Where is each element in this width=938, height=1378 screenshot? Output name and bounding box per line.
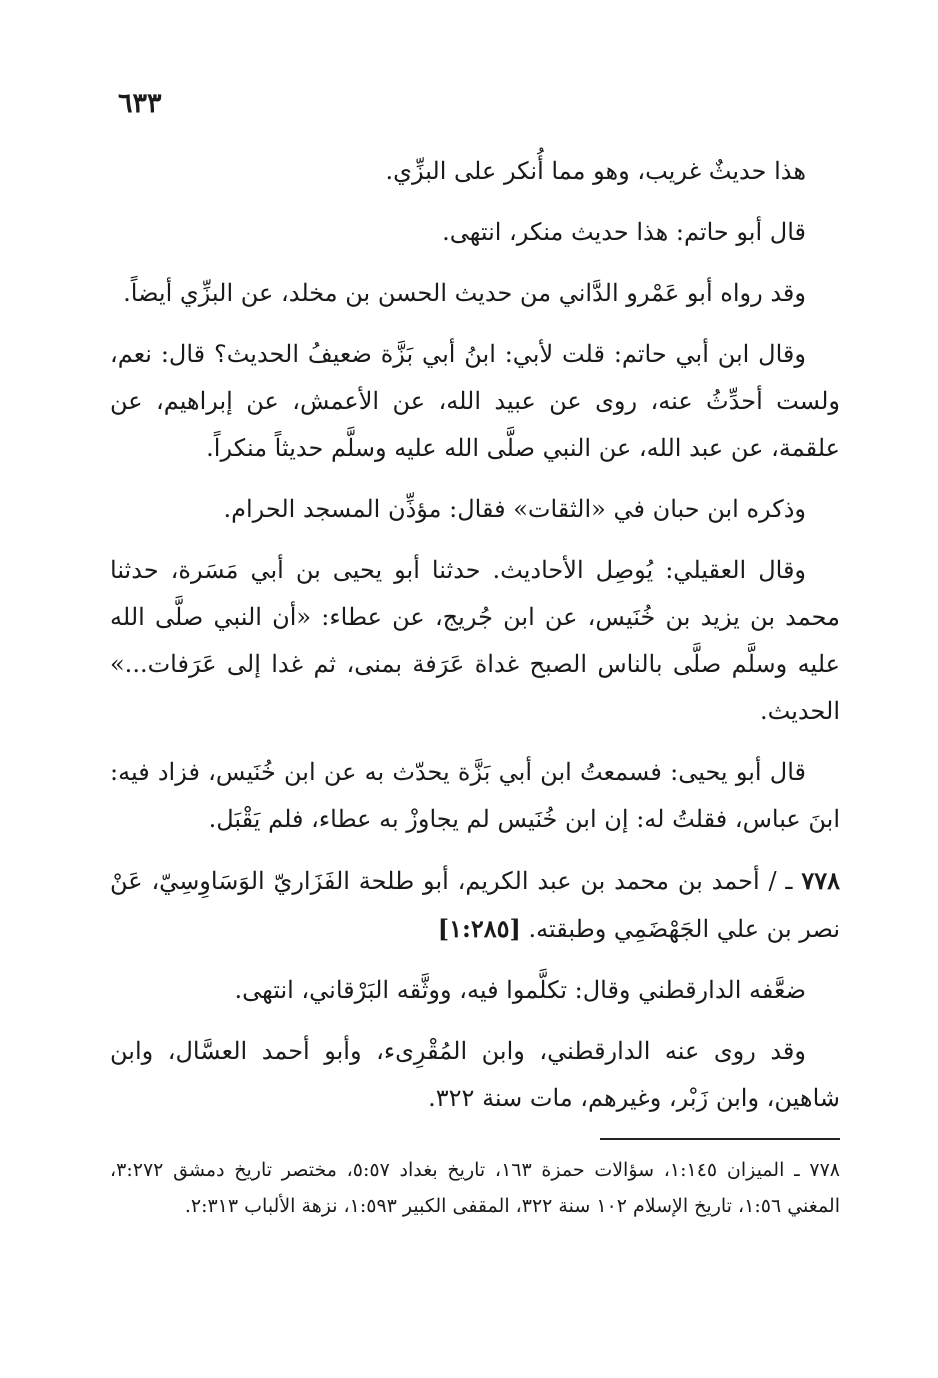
main-text [110,148,840,1136]
paragraph: ضعَّفه الدارقطني وقال: تكلَّموا فيه، ووثَّقه البَرْقاني، انتهى. [234,976,806,1004]
entry-text: أحمد بن محمد بن عبد الكريم، أبو طلحة الفَزَاريّ الوَسَاوِسِيّ، عَنْ نصر بن علي الجَهْضَمِي وطبقته. [110,867,840,943]
paragraph: قال أبو يحيى: فسمعتُ ابن أبي بَزَّة يحدّث به عن ابن خُنَيس، فزاد فيه: ابنَ عباس، فقلتُ له: إن ابن خُنَيس لم يجاوزْ به عطاء، فلم يَقْبَل. [110,758,840,833]
paragraph: وذكره ابن حبان في «الثقات» فقال: مؤذِّن المسجد الحرام. [223,495,806,523]
entry-separator: ـ / [768,867,793,895]
biography-entry [110,857,840,953]
footnote: ٧٧٨ ـ الميزان ١:١٤٥، سؤالات حمزة ١٦٣، تاريخ بغداد ٥:٥٧، مختصر تاريخ دمشق ٣:٢٧٢، المغني ١:٥٦، تاريخ الإسلام ١٠٢ سنة ٣٢٢، المقفى الكبير ١:٥٩٣، نزهة الألباب ٢:٣١٣. [110,1159,840,1217]
paragraph: وقد روى عنه الدارقطني، وابن المُقْرِىء، وأبو أحمد العسَّال، وابن شاهين، وابن زَبْر، وغيرهم، مات سنة ٣٢٢. [110,1037,840,1112]
paragraph: وقال العقيلي: يُوصِل الأحاديث. حدثنا أبو يحيى بن أبي مَسَرة، حدثنا محمد بن يزيد بن خُنَيس، عن ابن جُريج، عن عطاء: «أن النبي صلَّى الله عليه وسلَّم صلَّى بالناس الصبح غداة عَرَفة بمنى، ثم غدا إلى عَرَفات...» الحديث. [110,556,840,725]
paragraph: وقد رواه أبو عَمْرو الدَّاني من حديث الحسن بن مخلد، عن البزِّي أيضاً. [123,279,806,307]
page-number: ٦٣٣ [118,88,162,119]
paragraph: وقال ابن أبي حاتم: قلت لأبي: ابنُ أبي بَزَّة ضعيفُ الحديث؟ قال: نعم، ولست أحدِّثُ عنه، روى عن عبيد الله، عن الأعمش، عن إبراهيم، عن علقمة، عن عبد الله، عن النبي صلَّى الله عليه وسلَّم حديثاً منكراً. [110,340,841,462]
footnote-divider [600,1138,840,1140]
paragraph: قال أبو حاتم: هذا حديث منكر، انتهى. [442,218,806,246]
entry-number: ٧٧٨ [801,866,840,895]
paragraph: هذا حديثٌ غريب، وهو مما أُنكر على البزِّي. [385,157,806,185]
footnotes [110,1152,840,1224]
entry-reference: [١:٢٨٥] [437,914,521,943]
